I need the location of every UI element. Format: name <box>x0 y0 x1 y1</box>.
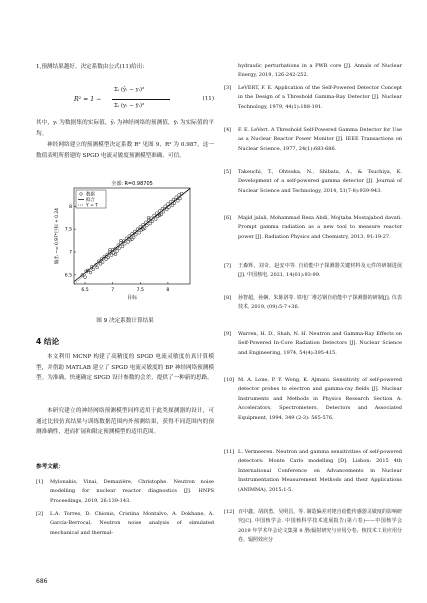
y-tick-label: 6.5 <box>64 273 72 279</box>
reference-item: [2] L.A. Torres, D. Chionis, Cristina Montalvo, A. Dokhane, A. García-Berrocal, Neutron noise analysis of simulated mechanical and thermal- <box>36 511 214 536</box>
reference-item: [7] 王森辉，刘奇，赵安中等. 自给能中子探测器关键材料及元件的研制进展[J]. 中国核电, 2021, 14(01):93-99. <box>224 263 402 279</box>
paragraph-conclusion-1: 本文利用 MCNP 构建了高精度的 SPGD 电流灵敏度仿真计算模型，并借助 MATLAB 建立了 SPGD 电流灵敏度的 BP 神经网络预测模型。为准确、快速确定 SPGD 设计参数的会差，提供了一种新的思路。 <box>36 354 214 382</box>
equation-11 <box>36 86 214 114</box>
fraction-bar <box>112 99 170 100</box>
reference-item: [10] M. A. Lone, P. Y. Wong, K. Ajmani. Sensitivity of self-powered detector probes to electron and gamma-ray fields [J]. Nuclear Instruments and Methods in Physics Research Section A: Accelerators, Spectrometers, Detectors and Associated Equipment, 1994, 349 (2-3): 565-576. <box>224 377 402 421</box>
reference-item: [9] Warren, H. D., Shah, N. H. Neutron and Gamma-Ray Effects on Self-Powered In-Core Radiation Detectors [J]. Nuclear Science and Engineering, 1974, 54(4):395-415. <box>224 331 402 356</box>
page-number: 686 <box>36 578 48 585</box>
paragraph-variables: 其中，yᵢ 为数据集的实际值，ŷᵢ 为神经网络的预测值，ȳᵢ 为实际值的平均。 <box>36 120 214 137</box>
reference-item: [4] F. E. LeVert. A Threshold Self-Powered Gamma Detector for Use as a Nuclear Reactor Power Monitor [J]. IEEE Transactions on Nuclear Science, 1977, 24(1):683-686. <box>224 127 402 152</box>
references-heading: 参考文献： <box>36 464 64 470</box>
y-axis-label: 输出 ~= 0.97*目标 + 0.24 <box>55 208 60 264</box>
equation-denominator: Σᵢ (yᵢ − ȳᵢ)² <box>114 103 145 109</box>
figure-9-chart <box>36 176 214 314</box>
y-tick-label: 7 <box>69 250 72 256</box>
reference-item: hydraulic perturbations in a PWR core [J]. Annals of Nuclear Energy, 2019, 126:242-252. <box>238 63 402 79</box>
figure-caption: 图 9 决定系数计算结果 <box>96 318 154 324</box>
paragraph-r2: 神经网络建立的预测模型决定系数 R² 见图 9，R² 为 0.987。这一数值表明所搭建的 SPGD 电流灵敏度预测模型准确、可信。 <box>36 142 214 159</box>
reference-item: [3] LeVERT, F. E. Application of the Self-Powered Detector Concept in the Design of a Threshold Gamma-Ray Detector [J]. Nuclear Technology, 1979, 44(1):188-191. <box>224 85 402 110</box>
equation-lhs: R² = 1 − <box>74 96 102 103</box>
legend-label: 拟合 <box>86 198 95 203</box>
reference-item: [6] Majid jalali, Mohammad Reza Abdi, Mojtaba Mostajabod davati. Prompt gamma radiation as a new tool to measure reactor power [J]. Radiation Physics and Chemistry, 2013, 91:19-27. <box>224 215 402 240</box>
x-tick-label: 8 <box>166 288 170 293</box>
x-tick-label: 7 <box>111 288 115 293</box>
y-tick-label: 7.5 <box>64 227 72 233</box>
legend-label: 数据 <box>86 192 95 198</box>
y-tick-label: 8 <box>69 204 72 210</box>
x-tick-label: 6.5 <box>81 288 89 293</box>
reference-item: [12] 百中鑫，胡润勇，吴明昌，等. 制造偏差对铑自给能传感器灵敏度的影响研究[C]. 中国核学会. 中国核科学技术进展报告(第六卷)——中国核学会 2019 年学术年会论文集第 8 册(辐射研究与应用分卷、核技术工业应用分卷、辐照效应分 <box>224 509 402 544</box>
equation-number: (11) <box>202 96 214 102</box>
section-title: 4 结论 <box>36 337 60 346</box>
x-tick-label: 7.5 <box>136 288 144 293</box>
paragraph-intro: 1,预测结果越好。决定系数由公式(11)给出: <box>36 64 145 70</box>
chart-title: 全部: R=0.98705 <box>111 181 153 187</box>
legend-label: Y = T <box>86 203 98 209</box>
equation-numerator: Σᵢ (ŷᵢ − yᵢ)² <box>114 87 145 93</box>
reference-item: [1] Mylonakis, Vinai, Demazière, Christophe. Neutron noise modelling for nuclear reactor diagnostics [J]. HNPS Proceedings, 2019, 26:139-143. <box>36 479 214 504</box>
reference-item: [5] Takeuchi, T., Ohtsuka, N., Shibata, A., & Tsuchiya, K. Development of a self-powered gamma detector [J]. Journal of Nuclear Science and Technology, 2014, 51(7-8):939-943. <box>224 169 402 194</box>
reference-item: [8] 孙智超，孙娴，朱陈洛等. 铁电厂堆芯钢自给能中子探测器的研制[J]. 仪表技术, 2019, (09):5-7+36. <box>224 295 402 311</box>
reference-item: [11] L. Vermeeren. Neutron and gamma sensitivities of self-powered detectors: Monte Carlo modelling [D]. Lisbon: 2015 4th International Conference on Advancements in Nuclear Instrumentation Measurement Methods and their Applications (ANIMMA), 2015:1-5. <box>224 449 402 493</box>
paragraph-conclusion-2: 本研究建立的神经网络预测模型同样适用于此类探测器的设计，可通过比较仿真结果与训练数据范围内外预测结果，获得不同范围内的预测准确性，进而扩展和限定预测模型的适用范围。 <box>36 408 214 436</box>
x-axis-label: 目标 <box>126 295 138 301</box>
